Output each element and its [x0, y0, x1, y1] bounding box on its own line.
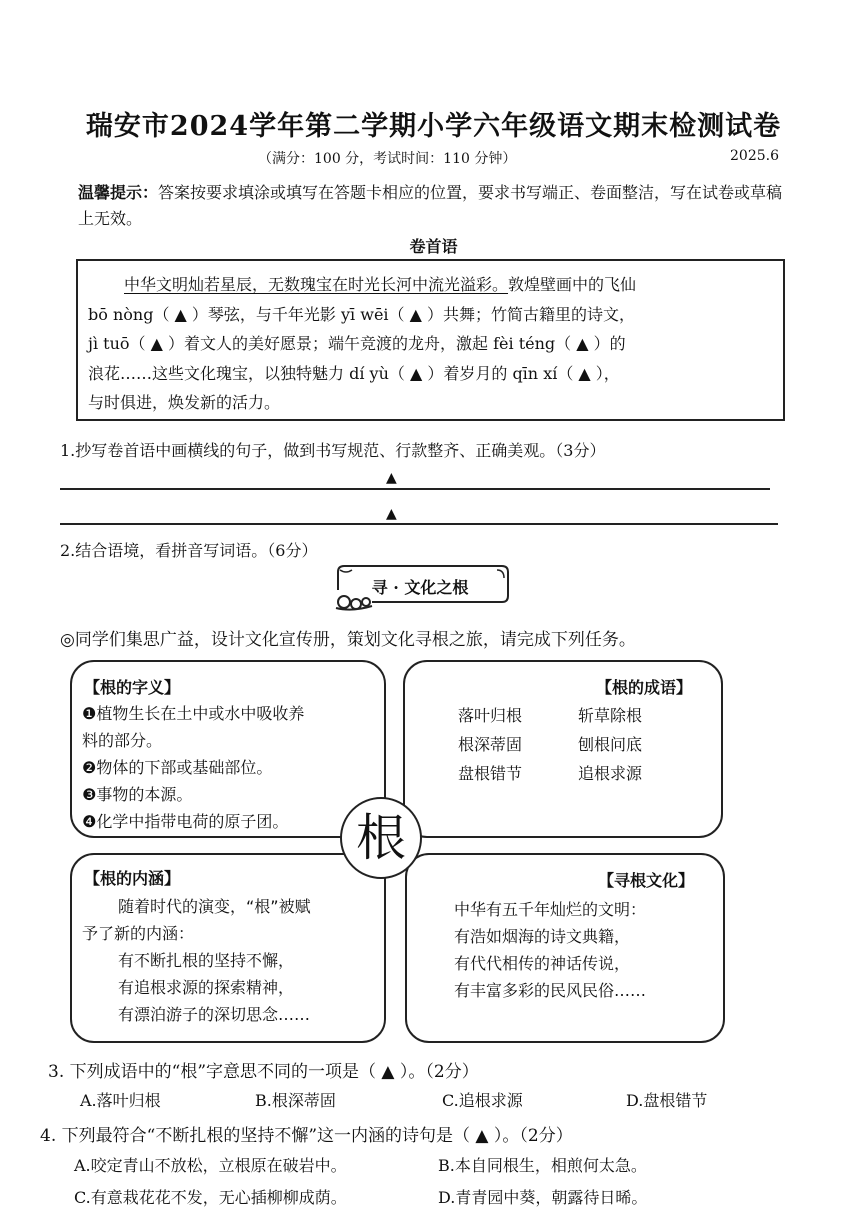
card-meaning-body: [82, 700, 378, 835]
connotation-item: 随着时代的演变，“根”被赋: [118, 897, 311, 916]
connotation-item: 予了新的内涵：: [82, 924, 195, 943]
card-culture-title: 【寻根文化】: [598, 871, 695, 890]
culture-item: 有代代相传的神话传说，: [454, 954, 631, 973]
answer-line[interactable]: [60, 523, 778, 525]
question-4: 4. 下列最符合“不断扎根的坚持不懈”这一内涵的诗句是（ ▲ ）。（2分）: [40, 1126, 573, 1146]
question-2: 2.结合语境，看拼音写词语。（6分）: [60, 541, 318, 560]
connotation-item: 有追根求源的探索精神，: [118, 978, 295, 997]
idiom: 刨根问底: [578, 735, 643, 754]
culture-item: 有丰富多彩的民风民俗……: [454, 981, 647, 1000]
idiom: 根深蒂固: [458, 735, 523, 754]
connotation-item: 有漂泊游子的深切思念……: [118, 1005, 311, 1024]
answer-line[interactable]: [60, 488, 770, 490]
preface-line: jì tuō（ ▲ ）着文人的美好愿景；端午竞渡的龙舟，激起 fèi téng（ ▲ ）的: [88, 334, 626, 353]
tip: [78, 180, 788, 232]
tip-label: 温馨提示：: [78, 183, 159, 202]
card-connotation-body: [82, 893, 378, 1028]
idiom: 盘根错节: [458, 764, 523, 783]
answer-mark: ▲: [386, 470, 397, 486]
meaning-item: 料的部分。: [82, 731, 163, 750]
meaning-item: ❸事物的本源。: [82, 785, 193, 804]
preface-line: 敦煌壁画中的飞仙: [508, 275, 637, 294]
meaning-item: ❷物体的下部或基础部位。: [82, 758, 273, 777]
connotation-item: 有不断扎根的坚持不懈，: [118, 951, 295, 970]
gen-character: 根: [356, 809, 406, 867]
exam-subtitle: （满分：100 分，考试时间：110 分钟）: [258, 151, 517, 167]
preface-underlined: 中华文明灿若星辰，无数瑰宝在时光长河中流光溢彩。: [124, 275, 509, 294]
card-meaning-title: 【根的字义】: [84, 678, 181, 697]
tip-text: 答案按要求填涂或填写在答题卡相应的位置，要求书写端正、卷面整洁，写在试卷或草稿上无效。: [78, 183, 783, 228]
q3-option-d[interactable]: D.盘根错节: [626, 1091, 708, 1110]
card-culture-body: [454, 896, 714, 1004]
preface-line: bō nòng（ ▲ ）琴弦，与千年光影 yī wēi（ ▲ ）共舞；竹简古籍里的诗文，: [88, 304, 636, 324]
card-idioms-title: 【根的成语】: [596, 678, 693, 697]
idiom: 落叶归根: [458, 706, 523, 725]
culture-item: 中华有五千年灿烂的文明：: [454, 900, 647, 919]
q3-option-b[interactable]: B.根深蒂固: [255, 1091, 336, 1110]
meaning-item: ❹化学中指带电荷的原子团。: [82, 812, 289, 831]
question-1: 1.抄写卷首语中画横线的句子，做到书写规范、行款整齐、正确美观。（3分）: [60, 441, 606, 460]
question-3: 3. 下列成语中的“根”字意思不同的一项是（ ▲ ）。（2分）: [48, 1062, 479, 1082]
q4-option-d[interactable]: D.青青园中葵，朝露待日晞。: [438, 1188, 648, 1207]
culture-item: 有浩如烟海的诗文典籍，: [454, 927, 631, 946]
answer-mark: ▲: [386, 506, 397, 522]
q4-option-a[interactable]: A.咬定青山不放松，立根原在破岩中。: [74, 1156, 347, 1175]
preface-line: 浪花……这些文化瑰宝，以独特魅力 dí yù（ ▲ ）着岁月的 qīn xí（ ▲ ），: [88, 363, 620, 383]
q3-option-a[interactable]: A.落叶归根: [80, 1091, 161, 1110]
q3-option-c[interactable]: C.追根求源: [442, 1091, 523, 1110]
exam-date: 2025.6: [730, 148, 779, 164]
idiom: 追根求源: [578, 764, 643, 783]
q4-option-b[interactable]: B.本自同根生，相煎何太急。: [438, 1156, 647, 1175]
meaning-item: ❶植物生长在土中或水中吸收养: [82, 704, 305, 723]
exam-title: 瑞安市2024学年第二学期小学六年级语文期末检测试卷: [85, 111, 782, 142]
preface-passage: [88, 270, 778, 418]
task-intro: ◎同学们集思广益，设计文化宣传册，策划文化寻根之旅，请完成下列任务。: [60, 630, 636, 650]
banner-title: 寻 · 文化之根: [371, 578, 469, 597]
q4-option-c[interactable]: C.有意栽花花不发，无心插柳柳成荫。: [74, 1188, 347, 1207]
idiom: 斩草除根: [578, 706, 643, 725]
preface-line: 与时俱进，焕发新的活力。: [88, 393, 281, 412]
card-connotation-title: 【根的内涵】: [84, 869, 181, 888]
preface-heading: 卷首语: [409, 237, 458, 256]
